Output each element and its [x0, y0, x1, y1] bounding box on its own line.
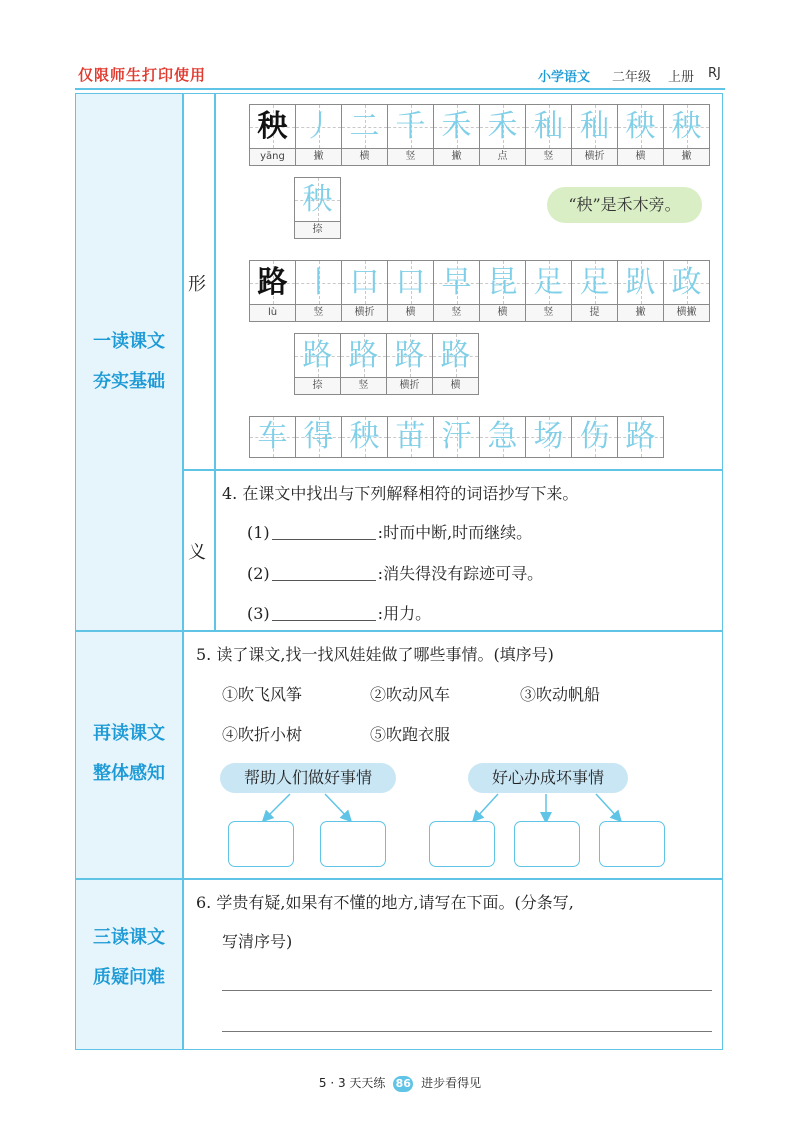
- stroke-name: 撇: [296, 149, 341, 165]
- q5-option: ⑤吹跑衣服: [370, 725, 451, 744]
- answer-box-good-2[interactable]: [320, 821, 386, 867]
- page-number: 86: [393, 1076, 413, 1092]
- q4-item-num: (3): [247, 604, 270, 623]
- stroke-name: 竖: [434, 305, 479, 321]
- group-bad-label: 好心办成坏事情: [468, 763, 628, 793]
- stroke-glyph: 秧: [625, 109, 656, 144]
- trace-char: 急: [487, 419, 518, 454]
- q5-option: ③吹动帆船: [520, 685, 601, 704]
- q4-title: 4. 在课文中找出与下列解释相符的词语抄写下来。: [222, 484, 579, 503]
- section-3-title-line1: 三读课文: [93, 927, 165, 948]
- yi-label: 义: [188, 542, 206, 563]
- print-restriction-label: 仅限师生打印使用: [78, 66, 207, 84]
- q5-option: ④吹折小树: [222, 725, 303, 744]
- trace-cell[interactable]: [249, 416, 296, 458]
- trace-char: 得: [303, 419, 334, 454]
- group-good-label: 帮助人们做好事情: [220, 763, 396, 793]
- stroke-name: 撇: [664, 149, 709, 165]
- stroke-glyph: 足: [579, 265, 610, 300]
- footer-slogan: 进步看得见: [421, 1076, 482, 1090]
- subject-label: 小学语文: [538, 70, 591, 85]
- q4-item-text: :用力。: [377, 604, 432, 623]
- trace-cell[interactable]: [525, 416, 572, 458]
- grade-label: 二年级: [612, 70, 652, 85]
- stroke-name: 横: [388, 305, 433, 321]
- answer-box-bad-1[interactable]: [429, 821, 495, 867]
- q4-item-num: (1): [247, 523, 270, 542]
- section-1-title-line1: 一读课文: [93, 331, 165, 352]
- stroke-glyph: 路: [394, 338, 425, 373]
- lu-pinyin: lù: [250, 305, 295, 321]
- stroke-glyph: 趴: [625, 265, 656, 300]
- stroke-glyph: 二: [349, 109, 380, 144]
- lu-main-char: 路: [257, 265, 288, 300]
- stroke-name: 横撇: [664, 305, 709, 321]
- trace-char: 路: [625, 419, 656, 454]
- section-2-title-line1: 再读课文: [93, 723, 165, 744]
- section-1-title-line2: 夯实基础: [93, 371, 165, 392]
- stroke-glyph: 禾: [487, 109, 518, 144]
- trace-char: 场: [533, 419, 564, 454]
- writing-line-1[interactable]: [222, 990, 712, 991]
- trace-char: 汗: [441, 419, 472, 454]
- radical-hint-bubble: “秧”是禾木旁。: [547, 187, 702, 223]
- stroke-glyph: 秧: [671, 109, 702, 144]
- trace-cell[interactable]: [617, 416, 664, 458]
- stroke-glyph: 千: [395, 109, 426, 144]
- stroke-name: 竖: [526, 305, 571, 321]
- q5-title: 5. 读了课文,找一找风娃娃做了哪些事情。(填序号): [196, 645, 554, 664]
- stroke-name: 竖: [388, 149, 433, 165]
- volume-label: 上册: [668, 70, 695, 85]
- stroke-glyph: 秧: [302, 182, 333, 217]
- trace-char: 伤: [579, 419, 610, 454]
- stroke-glyph: 秈: [579, 109, 610, 144]
- edition-label: RJ: [708, 66, 721, 81]
- footer: [0, 1074, 800, 1092]
- writing-line-2[interactable]: [222, 1031, 712, 1032]
- q5-option: ①吹飞风筝: [222, 685, 303, 704]
- section-2-title-line2: 整体感知: [93, 763, 165, 784]
- arrow-bad-3: [596, 794, 618, 818]
- stroke-name: 竖: [526, 149, 571, 165]
- stroke-glyph: 政: [671, 265, 702, 300]
- trace-char: 车: [257, 419, 288, 454]
- stroke-name: 横折: [342, 305, 387, 321]
- stroke-name: 捺: [295, 222, 340, 238]
- stroke-glyph: 口: [349, 265, 380, 300]
- qiu-pinyin: yāng: [250, 149, 295, 165]
- qiu-main-char: 秧: [257, 109, 288, 144]
- stroke-glyph: 早: [441, 265, 472, 300]
- q6-line2: 写清序号): [222, 932, 293, 951]
- stroke-name: 提: [572, 305, 617, 321]
- answer-box-bad-3[interactable]: [599, 821, 665, 867]
- trace-cell[interactable]: [295, 416, 342, 458]
- stroke-glyph: 丿: [303, 109, 334, 144]
- stroke-name: 横: [433, 378, 478, 394]
- stroke-name: 撇: [434, 149, 479, 165]
- stroke-glyph: 路: [440, 338, 471, 373]
- arrow-good-1: [266, 794, 290, 818]
- trace-row: [249, 416, 664, 458]
- stroke-name: 横折: [387, 378, 432, 394]
- arrow-good-2: [325, 794, 348, 818]
- footer-brand: 5 · 3 天天练: [318, 1076, 386, 1090]
- trace-char: 苗: [395, 419, 426, 454]
- trace-cell[interactable]: [433, 416, 480, 458]
- q5-option: ②吹动风车: [370, 685, 451, 704]
- section-3-title-line2: 质疑问难: [93, 967, 165, 988]
- answer-box-bad-2[interactable]: [514, 821, 580, 867]
- q4-item-text: :消失得没有踪迹可寻。: [377, 564, 544, 583]
- q6-line1: 6. 学贵有疑,如果有不懂的地方,请写在下面。(分条写,: [196, 893, 574, 912]
- stroke-name: 竖: [296, 305, 341, 321]
- stroke-glyph: 昆: [487, 265, 518, 300]
- stroke-glyph: 足: [533, 265, 564, 300]
- trace-cell[interactable]: [479, 416, 526, 458]
- stroke-glyph: 口: [395, 265, 426, 300]
- q4-item-text: :时而中断,时而继续。: [377, 523, 533, 542]
- stroke-glyph: 丨: [303, 265, 334, 300]
- stroke-name: 撇: [618, 305, 663, 321]
- stroke-name: 横折: [572, 149, 617, 165]
- stroke-glyph: 禾: [441, 109, 472, 144]
- xing-label: 形: [188, 274, 206, 295]
- q4-item-num: (2): [247, 564, 270, 583]
- stroke-name: 捺: [295, 378, 340, 394]
- stroke-glyph: 路: [348, 338, 379, 373]
- stroke-name: 横: [618, 149, 663, 165]
- section-3-title: [76, 918, 182, 998]
- stroke-name: 竖: [341, 378, 386, 394]
- stroke-name: 横: [342, 149, 387, 165]
- stroke-name: 点: [480, 149, 525, 165]
- stroke-name: 横: [480, 305, 525, 321]
- arrow-bad-1: [476, 794, 498, 818]
- trace-cell[interactable]: [341, 416, 388, 458]
- stroke-glyph: 秈: [533, 109, 564, 144]
- stroke-glyph: 路: [302, 338, 333, 373]
- trace-cell[interactable]: [387, 416, 434, 458]
- trace-char: 秧: [349, 419, 380, 454]
- answer-box-good-1[interactable]: [228, 821, 294, 867]
- trace-cell[interactable]: [571, 416, 618, 458]
